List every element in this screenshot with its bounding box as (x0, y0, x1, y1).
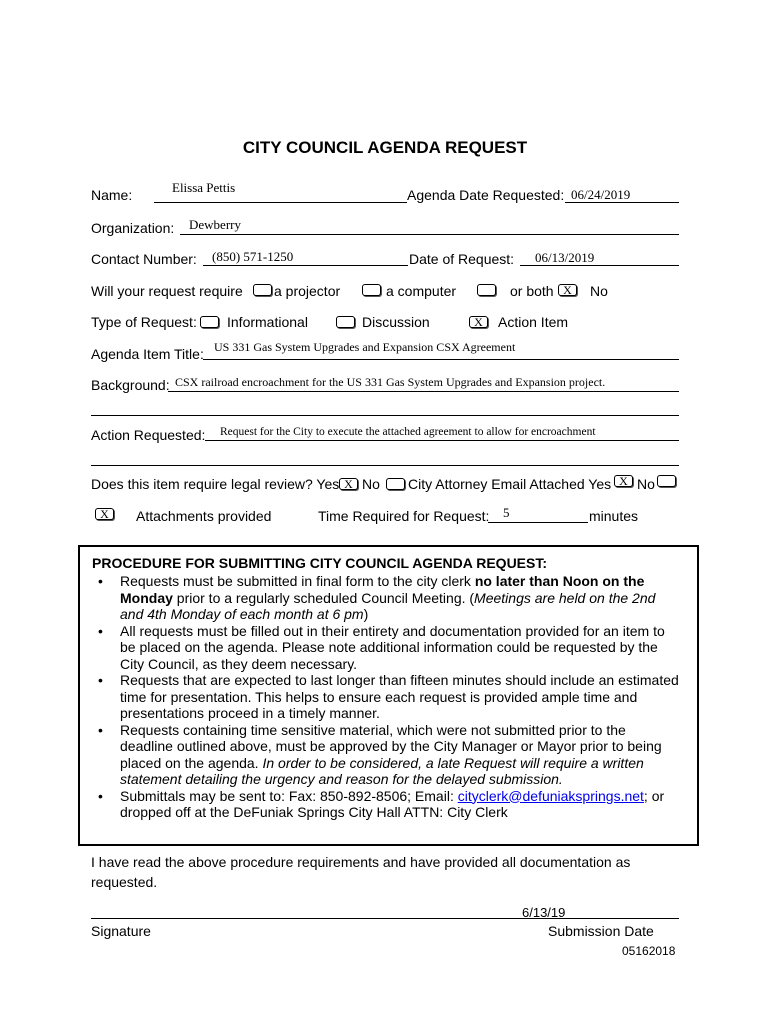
require-label: Will your request require (91, 283, 243, 299)
background-line (168, 391, 679, 392)
name-line (154, 202, 407, 203)
time-required-label: Time Required for Request: (318, 508, 490, 524)
legal-yes-checkbox[interactable]: X (339, 478, 358, 490)
background-label: Background: (91, 377, 170, 393)
signature-label: Signature (91, 923, 151, 939)
bullet-icon: • (98, 622, 103, 639)
form-number: 05162018 (622, 944, 676, 958)
time-required-line (488, 522, 588, 523)
projector-checkbox[interactable] (253, 284, 272, 296)
discussion-label: Discussion (362, 314, 430, 330)
background-line-2 (91, 415, 679, 416)
attachments-label: Attachments provided (136, 508, 272, 524)
submission-date-field[interactable]: 6/13/19 (522, 905, 566, 920)
time-required-field[interactable]: 5 (503, 505, 510, 520)
informational-checkbox[interactable] (200, 316, 219, 328)
action-requested-field[interactable]: Request for the City to execute the attached agreement to allow for encroachment (220, 426, 596, 438)
organization-line (180, 234, 679, 235)
projector-label: a projector (274, 283, 341, 299)
legal-no-label: No (362, 476, 380, 492)
type-label: Type of Request: (91, 314, 197, 330)
organization-field[interactable]: Dewberry (189, 217, 241, 232)
both-checkbox[interactable] (477, 284, 496, 296)
name-label: Name: (91, 187, 133, 203)
date-request-label: Date of Request: (409, 251, 515, 267)
attorney-email-label: City Attorney Email Attached Yes (408, 476, 612, 492)
submission-date-label: Submission Date (548, 923, 654, 939)
bullet-icon: • (98, 787, 103, 804)
acknowledgement-text: I have read the above procedure requirements and have provided all documentation as requested. (91, 854, 631, 890)
action-requested-line (205, 440, 679, 441)
attorney-yes-checkbox[interactable]: X (614, 475, 633, 487)
contact-field[interactable]: (850) 571-1250 (212, 249, 294, 264)
agenda-item-field[interactable]: US 331 Gas System Upgrades and Expansion CSX Agreement (214, 340, 516, 354)
computer-label: a computer (386, 283, 457, 299)
clerk-email-link[interactable]: cityclerk@defuniaksprings.net (457, 787, 644, 804)
procedure-item-deadline: • Requests must be submitted in final form to the city clerk no later than Noon on the Monday prior to a regularly scheduled Council Meeting. (Meetings are held on the 2nd and 4th Monday of each month at 6 pm) (98, 573, 656, 622)
procedure-item-complete: • All requests must be filled out in their entirety and documentation provided for an item to be placed on the agenda. Please note additional information could be requested by the City Council, as they deem necessary. (98, 622, 665, 672)
action-item-label: Action Item (498, 314, 569, 330)
computer-checkbox[interactable] (362, 284, 381, 296)
no-equipment-label: No (590, 283, 608, 299)
contact-label: Contact Number: (91, 251, 197, 267)
procedure-box (78, 545, 699, 846)
bullet-icon: • (98, 721, 103, 738)
no-equipment-checkbox[interactable]: X (558, 284, 577, 296)
agenda-item-line (203, 359, 679, 360)
procedure-list (80, 573, 682, 821)
attorney-no-label: No (637, 476, 655, 492)
procedure-item-time: • Requests that are expected to last longer than fifteen minutes should include an estimated time for presentation. This helps to ensure each request is provided ample time and presentations proceed in a timely manner. (98, 672, 679, 721)
action-requested-line-2 (91, 465, 679, 466)
legal-review-label: Does this item require legal review? Yes (91, 476, 340, 492)
procedure-item-submit: • Submittals may be sent to: Fax: 850-892-8506; Email: cityclerk@defuniaksprings.net; or dropped off at the DeFuniak Springs City Hall ATTN: City Clerk (98, 787, 665, 820)
agenda-item-label: Agenda Item Title: (91, 346, 204, 362)
date-request-field[interactable]: 06/13/2019 (535, 250, 595, 265)
minutes-label: minutes (589, 508, 639, 524)
attorney-no-checkbox[interactable] (657, 475, 676, 487)
contact-line (203, 265, 408, 266)
legal-no-checkbox[interactable] (386, 478, 405, 490)
signature-line (91, 918, 679, 919)
agenda-date-field[interactable]: 06/24/2019 (571, 187, 631, 202)
background-field[interactable]: CSX railroad encroachment for the US 331 Gas System Upgrades and Expansion project. (175, 375, 606, 389)
procedure-item-late: • Requests containing time sensitive material, which were not submitted prior to the deadline outlined above, must be approved by the City Manager or Mayor prior to being placed on the agenda. In order to be considered, a late Request will require a written statement detailing the urgency and reason for the delayed submission. (98, 721, 662, 787)
procedure-heading: PROCEDURE FOR SUBMITTING CITY COUNCIL AGENDA REQUEST: (92, 555, 548, 571)
informational-label: Informational (227, 314, 308, 330)
organization-label: Organization: (91, 220, 175, 236)
attachments-checkbox[interactable]: X (95, 508, 114, 520)
discussion-checkbox[interactable] (336, 316, 355, 328)
bullet-icon: • (98, 573, 103, 589)
agenda-date-label: Agenda Date Requested: (407, 187, 565, 203)
action-item-checkbox[interactable]: X (469, 316, 488, 328)
name-field[interactable]: Elissa Pettis (172, 180, 236, 195)
both-label: or both (510, 283, 554, 299)
bullet-icon: • (98, 672, 103, 688)
action-requested-label: Action Requested: (91, 427, 206, 443)
form-title: CITY COUNCIL AGENDA REQUEST (242, 138, 528, 157)
